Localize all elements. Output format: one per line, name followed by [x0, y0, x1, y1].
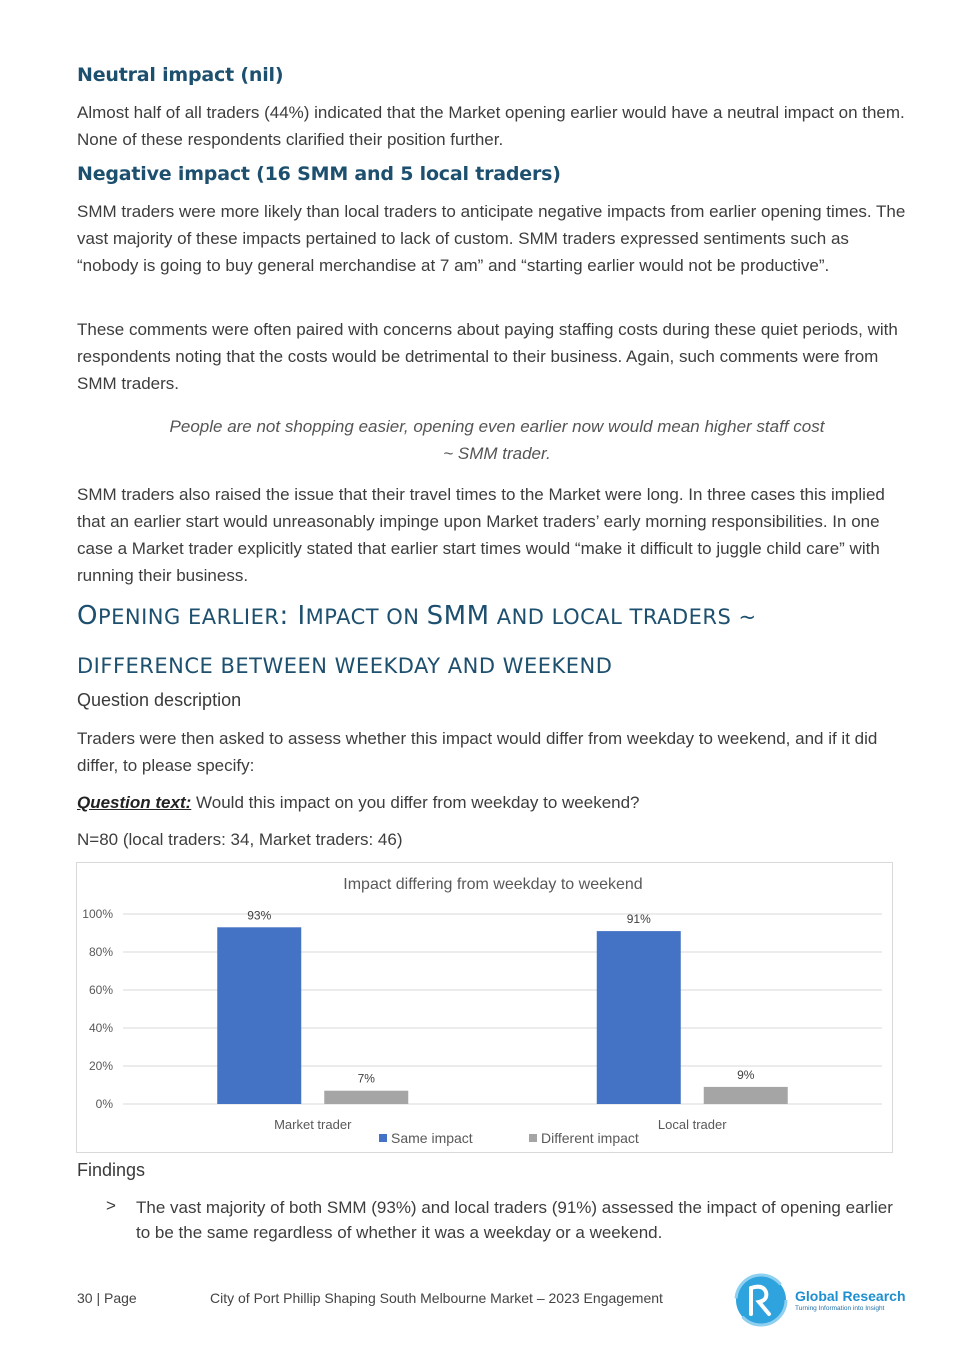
y-tick-label: 40%: [88, 1021, 113, 1035]
bar: [597, 931, 681, 1104]
heading-part: MPACT ON: [305, 605, 427, 629]
heading-neutral-impact: Neutral impact (nil): [77, 64, 284, 86]
question-text-label: Question text:: [77, 793, 192, 812]
findings-label: Findings: [77, 1160, 146, 1180]
heading-negative-impact: Negative impact (16 SMM and 5 local traders): [77, 163, 561, 185]
x-category-label: Market trader: [274, 1117, 352, 1132]
legend-swatch: [529, 1134, 537, 1142]
quote-attribution: ~ SMM trader.: [443, 444, 551, 463]
legend-label: Same impact: [391, 1130, 473, 1146]
chart-container: [76, 862, 893, 1153]
paragraph-neutral: Almost half of all traders (44%) indicated that the Market opening earlier would have a neutral impact on them. None of these respondents clarified their position further.: [77, 103, 905, 149]
question-description-text: Traders were then asked to assess whether this impact would differ from weekday to weekend, and if it did differ, to please specify:: [77, 729, 878, 775]
logo-tagline: Turning Information into Insight: [795, 1305, 885, 1312]
logo-name: Global Research: [795, 1288, 906, 1304]
bar: [324, 1091, 408, 1104]
bar: [704, 1087, 788, 1104]
y-tick-label: 80%: [88, 945, 113, 959]
data-label: 93%: [247, 908, 272, 923]
heading-part: SMM: [426, 601, 490, 631]
heading-part: DIFFERENCE BETWEEN WEEKDAY AND WEEKEND: [77, 654, 613, 678]
bar: [217, 927, 301, 1104]
y-tick-label: 0%: [95, 1097, 113, 1111]
heading-part: O: [77, 601, 98, 631]
footer-title: City of Port Phillip Shaping South Melbourne Market – 2023 Engagement: [210, 1290, 663, 1306]
section-heading-line-1: [77, 601, 757, 631]
y-tick-label: 20%: [88, 1059, 113, 1073]
legend-swatch: [379, 1134, 387, 1142]
page-number: 30 | Page: [77, 1290, 137, 1306]
sample-size: N=80 (local traders: 34, Market traders: 46): [77, 830, 403, 849]
data-label: 7%: [357, 1071, 375, 1086]
finding-1: The vast majority of both SMM (93%) and local traders (91%) assessed the impact of opening earlier to be the same regardless of whether it was a weekday or a weekend.: [136, 1198, 893, 1242]
data-label: 9%: [737, 1067, 755, 1082]
bar-chart: [77, 863, 892, 1152]
paragraph-negative-1: SMM traders were more likely than local traders to anticipate negative impacts from earlier opening times. The vast majority of these impacts pertained to lack of custom. SMM traders expressed sentiments such as “nobody is going to buy general merchandise at 7 am” and “starting earlier would not be productive”.: [77, 202, 906, 275]
logo-mark-icon: [733, 1272, 793, 1332]
question-description-label: Question description: [77, 690, 242, 710]
global-research-logo: [733, 1272, 913, 1332]
y-tick-label: 60%: [88, 983, 113, 997]
data-label: 91%: [626, 912, 651, 927]
question-text: [77, 789, 907, 816]
section-heading-line-2: [77, 650, 612, 680]
paragraph-negative-3: SMM traders also raised the issue that their travel times to the Market were long. In three cases this implied that an earlier start would unreasonably impinge upon Market traders’ early morning responsibilities. In one case a Market trader explicitly stated that earlier start times would “make it difficult to juggle child care” with running their business.: [77, 485, 885, 585]
bullet-marker: >: [106, 1196, 116, 1215]
x-category-label: Local trader: [657, 1117, 727, 1132]
heading-part: : I: [279, 601, 306, 631]
heading-part: PENING EARLIER: [97, 605, 280, 629]
question-text-body: Would this impact on you differ from weekday to weekend?: [191, 793, 640, 812]
legend-label: Different impact: [541, 1130, 639, 1146]
quote-line-1: People are not shopping easier, opening even earlier now would mean higher staff cost: [169, 417, 825, 436]
chart-title: Impact differing from weekday to weekend: [343, 876, 643, 893]
paragraph-negative-2: These comments were often paired with concerns about paying staffing costs during these quiet periods, with respondents noting that the costs would be detrimental to their business. Again, such comments were from SMM traders.: [77, 320, 898, 393]
y-tick-label: 100%: [82, 907, 113, 921]
heading-part: AND LOCAL TRADERS ~: [489, 605, 757, 629]
